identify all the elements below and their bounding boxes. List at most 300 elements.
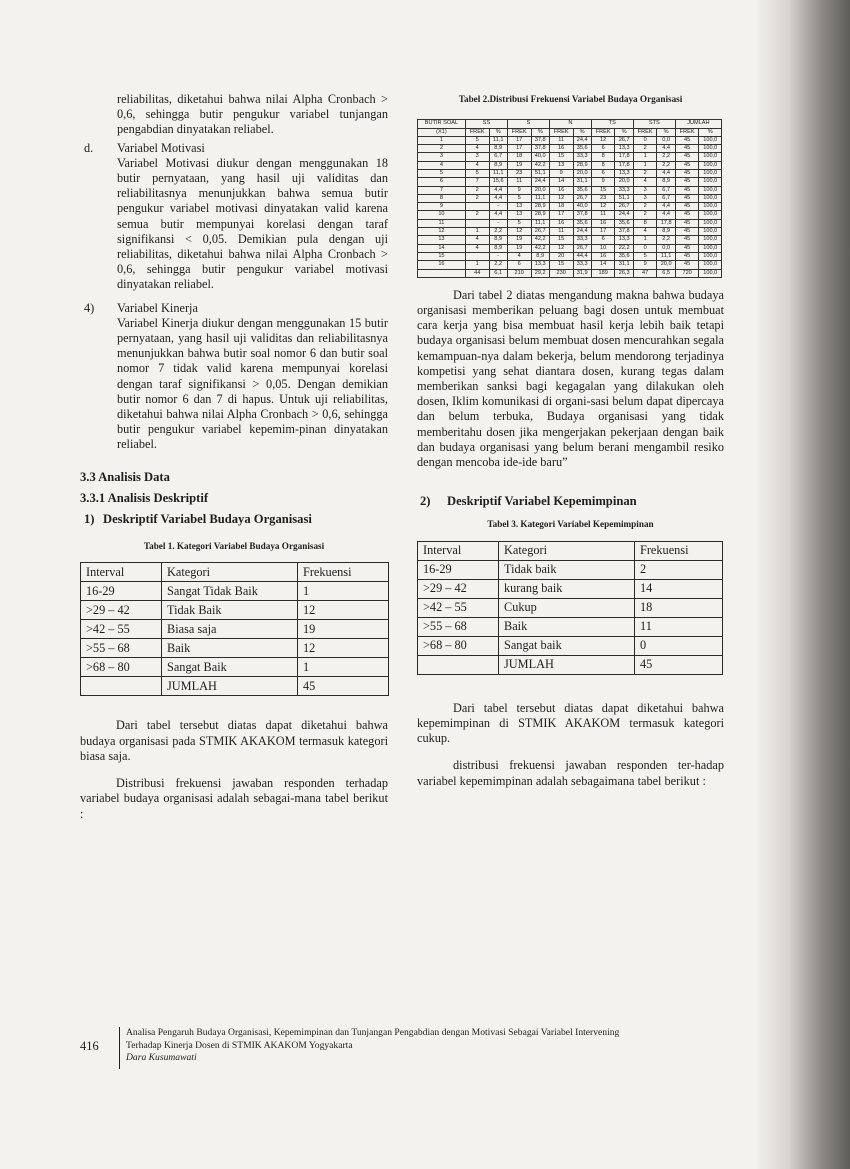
table-cell: 45 — [675, 153, 699, 161]
table-cell: Sangat Baik — [162, 658, 298, 677]
table-row — [418, 186, 722, 194]
table-cell: Baik — [499, 617, 635, 636]
table-cell-empty — [418, 655, 499, 674]
table-cell: >55 – 68 — [81, 639, 162, 658]
table-cell: 10 — [591, 244, 615, 252]
table-cell: 35,6 — [573, 186, 591, 194]
table-cell — [418, 269, 466, 277]
table-cell: 33,3 — [615, 186, 633, 194]
table-cell: 4,4 — [489, 186, 507, 194]
table-cell: 11 — [591, 211, 615, 219]
table-cell: 230 — [549, 269, 573, 277]
table-cell: 18 — [635, 598, 723, 617]
table-cell: 4 — [465, 244, 489, 252]
table-cell: 45 — [675, 145, 699, 153]
table-cell: 12 — [549, 194, 573, 202]
table-cell: 44 — [465, 269, 489, 277]
table-cell: 8,9 — [489, 161, 507, 169]
item-d-title: Variabel Motivasi — [117, 140, 205, 155]
table-cell: 1 — [465, 261, 489, 269]
table-row — [418, 161, 722, 169]
table3-header-cell: Frekuensi — [635, 541, 723, 560]
table-cell: 37,8 — [573, 211, 591, 219]
table-row — [418, 560, 723, 579]
table-cell: 100,0 — [699, 203, 722, 211]
table-cell: 100,0 — [699, 219, 722, 227]
table-cell: 35,6 — [615, 252, 633, 260]
table-cell: 26,7 — [573, 194, 591, 202]
table-cell: Cukup — [499, 598, 635, 617]
table-cell: 11,1 — [531, 194, 549, 202]
table2-sub-header: (X1) — [418, 128, 466, 136]
table-row — [418, 636, 723, 655]
table-cell: 31,9 — [573, 269, 591, 277]
table-cell: 2,2 — [489, 261, 507, 269]
table2-sub-header-row — [418, 128, 722, 136]
table-cell: 6 — [591, 236, 615, 244]
table-cell: 6,7 — [657, 194, 675, 202]
paragraph-distribution-left: Distribusi frekuensi jawaban responden terhadap variabel budaya organisasi adalah sebagai-mana tabel berikut : — [80, 776, 388, 821]
table-cell: 6 — [507, 261, 531, 269]
table-cell-empty — [81, 677, 162, 696]
table-cell: 0 — [633, 136, 657, 144]
book-spine-shadow — [755, 0, 850, 1169]
table-cell: 29,2 — [531, 269, 549, 277]
table-cell: kurang baik — [499, 579, 635, 598]
table-cell: 12 — [507, 228, 531, 236]
table-cell: 2 — [633, 203, 657, 211]
table-cell: 18 — [549, 203, 573, 211]
table2-group-header: N — [549, 120, 591, 128]
table-cell: >29 – 42 — [418, 579, 499, 598]
table1-total-label: JUMLAH — [162, 677, 298, 696]
table-cell: 4 — [633, 228, 657, 236]
table-cell: 4 — [633, 178, 657, 186]
table-row — [418, 153, 722, 161]
table-cell: 8,9 — [489, 244, 507, 252]
table1 — [80, 562, 389, 696]
table-row — [81, 639, 389, 658]
table-cell: 12 — [591, 203, 615, 211]
table-cell: Baik — [162, 639, 298, 658]
table-cell: 2,2 — [657, 153, 675, 161]
table-cell — [465, 252, 489, 260]
table-cell: 12 — [298, 601, 389, 620]
table-cell: 0 — [635, 636, 723, 655]
paragraph-table2-meaning: Dari tabel 2 diatas mengandung makna bahwa budaya organisasi memberikan peluang bagi dosen untuk membuat cara kerja yang bisa membuat hasil kerja lebih baik tetapi budaya organisasi belum membuat dosen mencurahkan segala kemampuan-nya dalam bekerja, belum mendorong terjadinya kompetisi yang sehat diantara dosen, kurang tegas dalam memberikan sanksi bagi kegagalan yang dilakukan oleh dosen, Iklim komunikasi di organi-sasi belum dapat dipercaya dan belum terbuka, Budaya organisasi yang tidak memberitahu dosen jika mengerjakan pekerjaan dengan baik dan budaya organisasi yang belum berani mengambil resiko dengan mencoba ide-ide baru” — [417, 287, 724, 470]
table-cell: 5 — [465, 136, 489, 144]
table-cell: 20,0 — [573, 169, 591, 177]
table-cell: 19 — [507, 236, 531, 244]
table-cell: 15,6 — [489, 178, 507, 186]
table1-header-cell: Interval — [81, 563, 162, 582]
table-cell: 100,0 — [699, 178, 722, 186]
table1-header-cell: Kategori — [162, 563, 298, 582]
table-cell: 9 — [633, 261, 657, 269]
table-cell: 51,1 — [531, 169, 549, 177]
table-cell: 5 — [418, 169, 466, 177]
table-cell: 13,3 — [615, 145, 633, 153]
table-cell: 5 — [507, 194, 531, 202]
table2-sub-header: FREK — [465, 128, 489, 136]
table-cell: 45 — [675, 261, 699, 269]
table-cell: 35,6 — [573, 145, 591, 153]
table-cell: 4,4 — [657, 211, 675, 219]
heading-1 — [80, 512, 388, 527]
item-4-body: Variabel Kinerja diukur dengan menggunakan 15 butir pernyataan, yang hasil uji validitas dan reliabilitasnya menunjukkan bahwa butir soal nomor 6 dan butir soal nomor 7 tidak valid karena mempunyai korelasi dengan taraf signifikansi > 0,05. Dengan demikian butir nomor 6 dan 7 di hapus. Untuk uji reliabilitas, diketahui bahwa nilai Alpha Cronbach > 0,6, sehingga butir pengukur variabel kepemim-pinan dinyatakan reliabel. — [117, 315, 388, 452]
table-row — [81, 601, 389, 620]
table-cell: 9 — [549, 169, 573, 177]
table-cell: 16 — [549, 186, 573, 194]
table3-header-row — [418, 541, 723, 560]
table-cell: 42,2 — [531, 236, 549, 244]
table-row — [418, 252, 722, 260]
table-cell: >29 – 42 — [81, 601, 162, 620]
table-row — [418, 617, 723, 636]
table-cell: 11 — [635, 617, 723, 636]
table-cell: 45 — [675, 228, 699, 236]
heading-3-3-1: 3.3.1 Analisis Deskriptif — [80, 490, 209, 505]
table-cell: 20,0 — [531, 186, 549, 194]
table-cell: 2 — [633, 169, 657, 177]
table-row — [418, 269, 722, 277]
table2-group-header: JUMLAH — [675, 120, 721, 128]
table-cell: 16 — [549, 219, 573, 227]
table-cell: 100,0 — [699, 136, 722, 144]
table-cell: 2 — [465, 211, 489, 219]
table-cell: 13 — [507, 203, 531, 211]
table-cell: 100,0 — [699, 211, 722, 219]
heading-1-title: Deskriptif Variabel Budaya Organisasi — [103, 512, 312, 527]
table3-caption: Tabel 3. Kategori Variabel Kepemimpinan — [487, 519, 654, 530]
table-cell: 28,9 — [531, 211, 549, 219]
table-cell: 28,9 — [531, 203, 549, 211]
table-cell: 1 — [633, 153, 657, 161]
table-cell: 8,9 — [531, 252, 549, 260]
table-cell: 16 — [591, 252, 615, 260]
table-cell: 23 — [591, 194, 615, 202]
table-cell: 12 — [549, 244, 573, 252]
table-cell: 2,2 — [489, 228, 507, 236]
table3-header-cell: Interval — [418, 541, 499, 560]
table-cell: >68 – 80 — [81, 658, 162, 677]
table-cell: 1 — [298, 582, 389, 601]
table2-group-header: BUTIR SOAL — [418, 120, 466, 128]
footer-text — [126, 1027, 746, 1065]
table1-header-cell: Frekuensi — [298, 563, 389, 582]
table-cell: 100,0 — [699, 228, 722, 236]
table-row — [418, 219, 722, 227]
table-cell: 45 — [675, 252, 699, 260]
table2-caption: Tabel 2.Distribusi Frekuensi Variabel Budaya Organisasi — [458, 94, 683, 104]
table-cell: 24,4 — [573, 228, 591, 236]
table-row — [81, 620, 389, 639]
table-cell: 19 — [298, 620, 389, 639]
table2-sub-header: FREK — [507, 128, 531, 136]
table1-caption: Tabel 1. Kategori Variabel Budaya Organisasi — [143, 541, 325, 552]
table-cell: 16 — [418, 261, 466, 269]
table-cell: 16-29 — [418, 560, 499, 579]
table-cell: 14 — [635, 579, 723, 598]
table2-group-header: TS — [591, 120, 633, 128]
table-cell: 4 — [465, 161, 489, 169]
table-cell: 19 — [507, 244, 531, 252]
table-cell: >42 – 55 — [81, 620, 162, 639]
table-cell: 9 — [507, 186, 531, 194]
table-cell: 100,0 — [699, 153, 722, 161]
heading-3-3: 3.3 Analisis Data — [80, 469, 170, 484]
table-cell: 3 — [465, 153, 489, 161]
table-cell: 14 — [591, 261, 615, 269]
table-cell — [465, 219, 489, 227]
footer-author: Dara Kusumawati — [126, 1052, 197, 1063]
table-row — [418, 244, 722, 252]
table-cell: 13 — [549, 161, 573, 169]
table-cell: 17 — [507, 136, 531, 144]
table-cell: - — [489, 252, 507, 260]
table-cell: 45 — [675, 244, 699, 252]
table-cell: Biasa saja — [162, 620, 298, 639]
table-cell: 44,4 — [573, 252, 591, 260]
table-cell: 31,1 — [573, 178, 591, 186]
table1-total-row — [81, 677, 389, 696]
table-cell: 100,0 — [699, 161, 722, 169]
table-cell: 7 — [418, 186, 466, 194]
table-row — [418, 178, 722, 186]
table-row — [418, 598, 723, 617]
table-cell: 6,1 — [489, 269, 507, 277]
table-cell: 6 — [591, 145, 615, 153]
table-row — [81, 582, 389, 601]
table-cell: 1 — [633, 236, 657, 244]
table-cell: 11 — [549, 136, 573, 144]
table-cell: 4 — [507, 252, 531, 260]
table-cell: 3 — [418, 153, 466, 161]
table-cell: 15 — [549, 261, 573, 269]
paragraph-after-table3: Dari tabel tersebut diatas dapat diketahui bahwa kepemimpinan di STMIK AKAKOM termasuk kategori cukup. — [417, 700, 724, 746]
page-number: 416 — [80, 1039, 99, 1053]
table-cell: - — [489, 203, 507, 211]
table2-group-header: STS — [633, 120, 675, 128]
table-cell: 6,7 — [657, 186, 675, 194]
table-cell: 4 — [465, 145, 489, 153]
table-cell: 20,0 — [615, 178, 633, 186]
table3-total-value: 45 — [635, 655, 723, 674]
table-cell: 0,0 — [657, 136, 675, 144]
table-cell: 45 — [675, 161, 699, 169]
table-cell: 17 — [549, 211, 573, 219]
table-cell: 5 — [507, 219, 531, 227]
table-cell: >68 – 80 — [418, 636, 499, 655]
table-cell: 100,0 — [699, 145, 722, 153]
table-row — [418, 169, 722, 177]
table-cell: 100,0 — [699, 252, 722, 260]
table-cell: 37,8 — [531, 145, 549, 153]
table2-group-header: S — [507, 120, 549, 128]
table-cell: 26,7 — [531, 228, 549, 236]
heading-1-marker: 1) — [84, 512, 95, 527]
table-cell: 6,5 — [657, 269, 675, 277]
item-4-marker: 4) — [84, 300, 95, 315]
table-cell: 4 — [418, 161, 466, 169]
table-cell: 1 — [633, 161, 657, 169]
table-cell: 16 — [549, 145, 573, 153]
table-cell: 3 — [633, 194, 657, 202]
table-cell: 6 — [418, 178, 466, 186]
table-cell: 11 — [418, 219, 466, 227]
table-cell: 20,0 — [657, 261, 675, 269]
table3-header-cell: Kategori — [499, 541, 635, 560]
table-cell: 100,0 — [699, 244, 722, 252]
paragraph-after-table1: Dari tabel tersebut diatas dapat diketahui bahwa budaya organisasi pada STMIK AKAKOM termasuk kategori biasa saja. — [80, 718, 388, 763]
table-cell: Tidak baik — [499, 560, 635, 579]
table-cell: 45 — [675, 236, 699, 244]
table-cell: 17,8 — [615, 153, 633, 161]
table-cell: 45 — [675, 219, 699, 227]
table2-group-header-row — [418, 120, 722, 128]
table-cell: 4,4 — [657, 203, 675, 211]
table-cell: 35,6 — [573, 219, 591, 227]
table-cell: 2 — [633, 145, 657, 153]
table-cell: 13,3 — [615, 169, 633, 177]
table-cell: 8 — [633, 219, 657, 227]
table-cell: 12 — [298, 639, 389, 658]
table2-sub-header: % — [699, 128, 722, 136]
table-cell: 100,0 — [699, 194, 722, 202]
table-cell: 45 — [675, 186, 699, 194]
table-cell: 45 — [675, 194, 699, 202]
table-cell: Sangat baik — [499, 636, 635, 655]
footer-title-line1: Analisa Pengaruh Budaya Organisasi, Kepemimpinan dan Tunjangan Pengabdian dengan Motivasi Sebagai Variabel Intervening — [126, 1027, 620, 1038]
table-cell: 11 — [549, 228, 573, 236]
table-cell: 8 — [591, 153, 615, 161]
table-cell: 40,0 — [531, 153, 549, 161]
left-column — [80, 92, 388, 822]
table-cell: 5 — [633, 252, 657, 260]
table-cell: 26,7 — [573, 244, 591, 252]
table-cell: 51,1 — [615, 194, 633, 202]
table-cell: 5 — [465, 169, 489, 177]
table-cell: 45 — [675, 211, 699, 219]
table1-header-row — [81, 563, 389, 582]
table2-group-header: SS — [465, 120, 507, 128]
table-row — [418, 228, 722, 236]
table-cell: 100,0 — [699, 236, 722, 244]
table-cell: 13 — [507, 211, 531, 219]
table-cell: 2,2 — [657, 161, 675, 169]
table-cell: 210 — [507, 269, 531, 277]
table2-sub-header: FREK — [633, 128, 657, 136]
footer-title-line2: Terhadap Kinerja Dosen di STMIK AKAKOM Yogyakarta — [126, 1039, 353, 1051]
table-cell: 0,0 — [657, 244, 675, 252]
heading-2 — [417, 494, 724, 509]
table-cell: 6,7 — [489, 153, 507, 161]
table-cell: 13 — [418, 236, 466, 244]
table-row — [81, 658, 389, 677]
table-cell: 40,0 — [573, 203, 591, 211]
table-cell: 8,9 — [657, 228, 675, 236]
table-cell: Sangat Tidak Baik — [162, 582, 298, 601]
table-cell: 15 — [549, 153, 573, 161]
table-cell: 11,1 — [657, 252, 675, 260]
table-cell: 33,3 — [573, 153, 591, 161]
right-column — [417, 92, 724, 789]
table-cell: 23 — [507, 169, 531, 177]
table-cell: 35,6 — [615, 219, 633, 227]
item-d-body: Variabel Motivasi diukur dengan menggunakan 18 butir pernyataan, yang hasil uji validitas dan reliabilitasnya menunjukkan bahwa semua butir pengukur variabel motivasi dinyatakan valid karena semua butir mempunyai korelasi dengan taraf signifikansi < 0,05. Demikian pula dengan uji reliabilitas, diketahui bahwa nilai Alpha Cronbach > 0,6, sehingga butir pengukur variabel motivasi dinyatakan reliabel. — [117, 155, 388, 292]
table-cell: 15 — [549, 236, 573, 244]
table-cell: 24,4 — [615, 211, 633, 219]
table-cell: 4,4 — [657, 145, 675, 153]
table-cell: >42 – 55 — [418, 598, 499, 617]
table-row — [418, 194, 722, 202]
item-4-heading — [80, 301, 388, 316]
table2-sub-header: % — [531, 128, 549, 136]
table-cell: Tidak Baik — [162, 601, 298, 620]
table2 — [417, 119, 722, 278]
table-row — [418, 579, 723, 598]
table-cell: 45 — [675, 203, 699, 211]
footer-divider — [119, 1027, 120, 1069]
table-row — [418, 203, 722, 211]
table-cell: 6 — [591, 169, 615, 177]
table-cell: 4,4 — [657, 169, 675, 177]
table-cell: 4 — [465, 236, 489, 244]
table-cell: 26,7 — [615, 203, 633, 211]
table-cell: 26,3 — [615, 269, 633, 277]
table-cell: >55 – 68 — [418, 617, 499, 636]
table-cell: 26,7 — [615, 136, 633, 144]
table2-sub-header: % — [615, 128, 633, 136]
item-d-heading — [80, 141, 388, 156]
table-cell: 18 — [507, 153, 531, 161]
table-cell: 9 — [418, 203, 466, 211]
table-cell: 11 — [507, 178, 531, 186]
table-cell: 8 — [418, 194, 466, 202]
table-cell: 47 — [633, 269, 657, 277]
item-4-title: Variabel Kinerja — [117, 300, 198, 315]
table-cell: 42,2 — [531, 161, 549, 169]
table-cell: 100,0 — [699, 186, 722, 194]
table-cell: 11,1 — [489, 169, 507, 177]
table-cell: 13,3 — [615, 236, 633, 244]
table3-total-label: JUMLAH — [499, 655, 635, 674]
table-cell: 33,3 — [573, 236, 591, 244]
table-cell: 24,4 — [573, 136, 591, 144]
table-cell: 42,2 — [531, 244, 549, 252]
table-cell: 33,3 — [573, 261, 591, 269]
table-row — [418, 211, 722, 219]
table-cell: 15 — [591, 186, 615, 194]
item-d-marker: d. — [84, 140, 94, 155]
heading-2-title: Deskriptif Variabel Kepemimpinan — [447, 494, 637, 509]
table-cell: 100,0 — [699, 169, 722, 177]
table-cell: 37,8 — [615, 228, 633, 236]
table-cell: 45 — [675, 178, 699, 186]
intro-paragraph: reliabilitas, diketahui bahwa nilai Alpha Cronbach > 0,6, sehingga butir pengukur variabel tunjangan pengabdian dinyatakan reliabel. — [117, 92, 388, 137]
table2-sub-header: FREK — [549, 128, 573, 136]
table-cell: 2 — [465, 194, 489, 202]
table-cell: 31,1 — [615, 261, 633, 269]
table-cell: 100,0 — [699, 261, 722, 269]
table-cell: 16 — [591, 219, 615, 227]
table2-sub-header: % — [573, 128, 591, 136]
table-cell: 100,0 — [699, 269, 722, 277]
table-cell: 2 — [418, 145, 466, 153]
table-cell: 17 — [507, 145, 531, 153]
table-cell: 11,1 — [531, 219, 549, 227]
table2-sub-header: FREK — [591, 128, 615, 136]
